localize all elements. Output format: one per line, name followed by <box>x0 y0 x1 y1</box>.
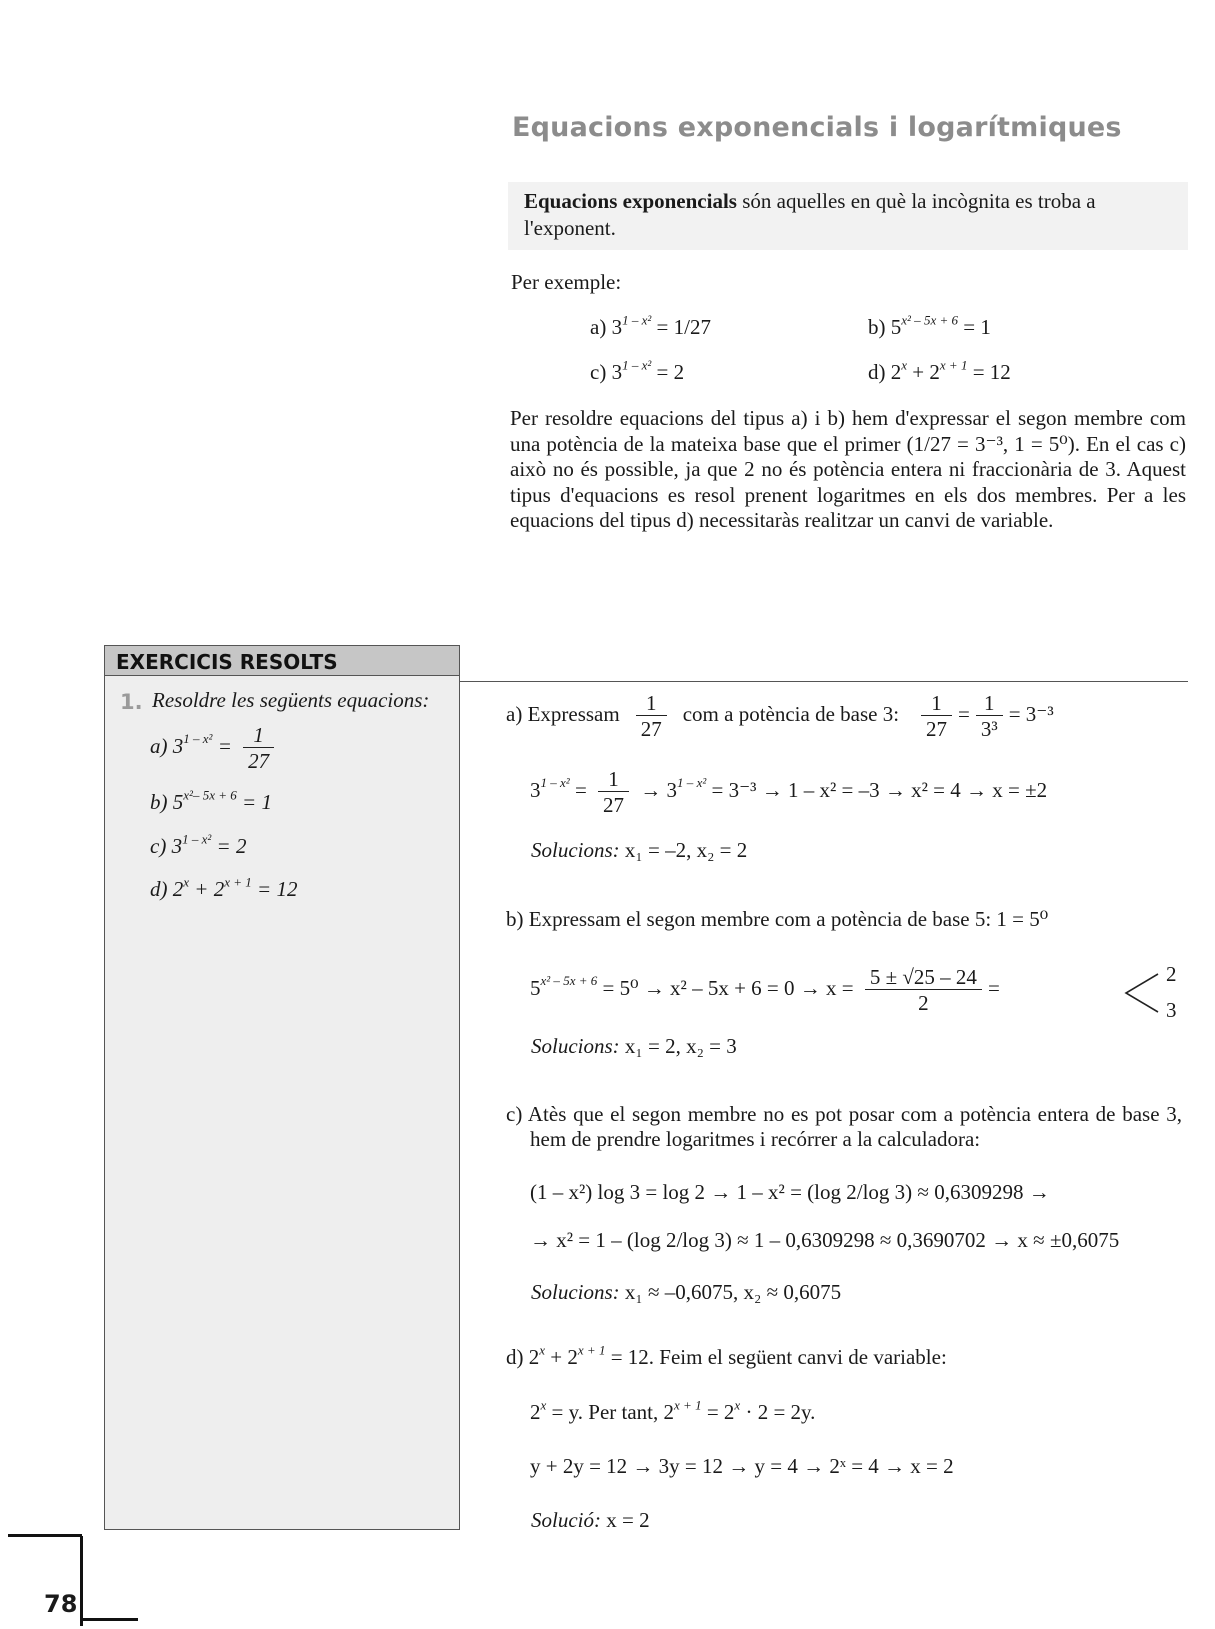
box-equation-b: b) $5^{x^2- 5x + 6} = 1$ <box>150 787 272 814</box>
intro-text: són aquelles en què la incògnita es troba a l'exponent. <box>524 189 1096 240</box>
solution-c-result: Solucions: x₁ ≈ –0,6075, x₂ ≈ 0,6075 <box>531 1280 842 1304</box>
section-rule <box>460 681 1188 682</box>
exercise-number: 1. <box>120 690 143 714</box>
page-corner-line <box>80 1536 83 1626</box>
exercise-box <box>104 645 460 1530</box>
solution-b-result: Solucions: x₁ = 2, x₂ = 3 <box>531 1034 737 1058</box>
solution-d-line1: d) $2^x + 2^{x + 1} = 12$. Feim el següent canvi de variable: <box>506 1342 947 1369</box>
page-title: Equacions exponencials i logarítmiques <box>512 112 1122 143</box>
solution-b-branch-bottom: 3 <box>1166 998 1177 1022</box>
solution-a-line2: $3^{1 - x^2}$ = $\frac{1}{27}$ → $3^{1 - x^2} = 3^{-3} \to 1 - x^2 = -3 \to x^2 = 4 \to x = \pm 2$ <box>530 767 1048 818</box>
solution-b-branch-top: 2 <box>1166 962 1177 986</box>
intro-term: Equacions exponencials <box>524 189 737 213</box>
explanation-paragraph: Per resoldre equacions del tipus a) i b) hem d'expressar el segon membre com una potència de la mateixa base que el primer (1/27 = 3⁻³, 1 = 5⁰). En el cas c) això no és possible, ja que 2 no és potència entera ni fraccionària de 3. Aquest tipus d'equacions es resol prenent logaritmes en els dos membres. Per a les equacions del tipus d) necessitaràs realitzar un canvi de variable. <box>510 406 1186 532</box>
page-corner-line <box>80 1618 138 1621</box>
solution-c-line2: → x² = 1 – (log 2/log 3) ≈ 1 – 0,6309298 ≈ 0,3690702 → x ≈ ±0,6075 <box>530 1228 1120 1252</box>
example-b: b) $5^{x^2 - 5x + 6} = 1$ <box>868 312 991 339</box>
page-number: 78 <box>44 1590 78 1618</box>
solution-b-line2: $5^{x^2 - 5x + 6} = 5^0 \to x^2 - 5x + 6 = 0 \to x$ = $\frac{5 \pm √25 - 24}{2}$ = <box>530 965 1000 1016</box>
solution-d-line2: $2^x = y$. Per tant, $2^{x + 1} = 2^x \cdot 2 = 2y$. <box>530 1397 816 1424</box>
solution-c-line1: (1 – x²) log 3 = log 2 → 1 – x² = (log 2/log 3) ≈ 0,6309298 → <box>530 1180 1050 1204</box>
solution-b-line1: b) Expressam el segon membre com a potència de base 5: 1 = 5⁰ <box>506 907 1049 931</box>
page-corner-line <box>8 1534 82 1537</box>
box-equation-a: a) $3^{1 - x^2}$ = $\frac{1}{27}$ <box>150 724 280 772</box>
solution-d-line3: y + 2y = 12 → 3y = 12 → y = 4 → 2ˣ = 4 → x = 2 <box>530 1454 954 1478</box>
box-equation-c: c) $3^{1 - x^2} = 2$ <box>150 831 247 858</box>
solution-a-result: Solucions: x₁ = –2, x₂ = 2 <box>531 838 748 862</box>
example-a: a) $3^{1 - x^2} = 1/27$ <box>590 312 711 339</box>
exercise-box-title: EXERCICIS RESOLTS <box>116 650 338 674</box>
examples-label: Per exemple: <box>511 270 622 294</box>
solution-c-text: c) Atès que el segon membre no es pot posar com a potència entera de base 3, hem de prendre logaritmes i recórrer a la calculadora: <box>506 1102 1182 1151</box>
box-equation-d: d) $2^x + 2^{x + 1} = 12$ <box>150 874 298 901</box>
example-d: d) $2^x + 2^{x + 1} = 12$ <box>868 357 1011 384</box>
intro-paragraph <box>524 188 1180 242</box>
exercise-instruction: Resoldre les següents equacions: <box>152 688 430 712</box>
solution-a-line1: a) Expressam $\frac{1}{27}$ com a potència de base 3: $\frac{1}{27}$ = $\frac{1}{\text{3³}}$ = 3⁻³ <box>506 691 1054 742</box>
solution-d-result: Solució: x = 2 <box>531 1508 650 1532</box>
branch-icon <box>1122 970 1162 1016</box>
example-c: c) $3^{1 - x^2} = 2$ <box>590 357 685 384</box>
